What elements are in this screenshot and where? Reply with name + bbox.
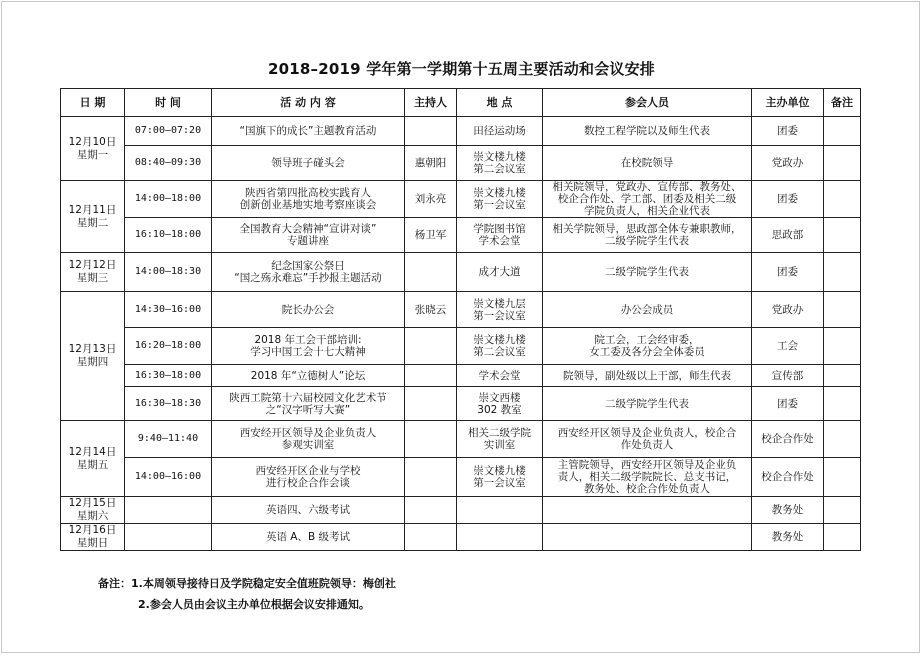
attendees-cell-line: 办公会成员 <box>620 303 674 316</box>
attendees-cell <box>543 387 752 421</box>
place-cell-line: 崇文楼九楼 <box>473 334 526 346</box>
place-cell <box>457 117 543 146</box>
attendees-cell <box>543 253 752 292</box>
place-cell-line: 实训室 <box>483 439 516 451</box>
attendees-cell-line: 院工会，工会经审委， <box>594 334 700 346</box>
activity-cell-line: 西安经开区企业与学校 <box>255 465 361 477</box>
attendees-cell <box>543 146 752 181</box>
place-cell-line: 崇文楼九楼 <box>473 465 526 477</box>
attendees-cell <box>543 524 752 551</box>
attendees-cell-line: 二级学院学生代表 <box>605 397 689 410</box>
time-cell: 16:30–18:30 <box>125 387 212 421</box>
date-cell <box>61 253 125 292</box>
attendees-cell <box>543 421 752 458</box>
attendees-cell-line: 学院负责人，相关企业代表 <box>584 205 710 217</box>
attendees-cell <box>543 218 752 253</box>
activity-cell <box>212 218 405 253</box>
activity-cell <box>212 328 405 365</box>
host-cell <box>405 497 457 524</box>
document-title: 2018–2019 学年第一学期第十五周主要活动和会议安排 <box>267 60 656 78</box>
host-cell <box>405 328 457 365</box>
note-cell <box>824 146 861 181</box>
note-cell <box>824 365 861 387</box>
weekday-label: 星期一 <box>76 148 109 161</box>
activity-cell <box>212 253 405 292</box>
host-cell <box>405 387 457 421</box>
organizer-cell: 教务处 <box>752 524 824 551</box>
time-cell: 14:30–16:00 <box>125 292 212 328</box>
attendees-cell <box>543 292 752 328</box>
place-cell <box>457 146 543 181</box>
place-cell-line: 崇文楼九层 <box>473 297 526 310</box>
date-label: 12月13日 <box>68 343 117 355</box>
header-time: 时 间 <box>125 89 212 117</box>
header-place: 地 点 <box>457 89 543 117</box>
attendees-cell-line: 责人，相关二级学院院长、总支书记， <box>557 471 737 483</box>
table-row <box>61 117 861 146</box>
time-cell: 08:40–09:30 <box>125 146 212 181</box>
attendees-cell-line: 二级学院学生代表 <box>605 266 689 278</box>
weekday-label: 星期日 <box>76 537 109 549</box>
note-cell <box>824 458 861 497</box>
footnote-2: 2.参会人员由会议主办单位根据会议安排通知。 <box>138 598 370 611</box>
header-row <box>61 89 861 117</box>
host-cell: 杨卫军 <box>405 218 457 253</box>
date-cell <box>61 292 125 421</box>
organizer-cell: 党政办 <box>752 292 824 328</box>
place-cell-line: 第一会议室 <box>473 477 526 489</box>
activity-cell-line: 英语四、六级考试 <box>266 504 350 516</box>
activity-cell-line: “国之殇永难忘”手抄报主题活动 <box>234 272 382 284</box>
table-row <box>61 524 861 551</box>
place-cell-line: 第二会议室 <box>473 163 526 175</box>
attendees-cell-line: 二级学院学生代表 <box>605 235 689 247</box>
note-cell <box>824 497 861 524</box>
attendees-cell <box>543 458 752 497</box>
host-cell: 刘永亮 <box>405 181 457 218</box>
place-cell <box>457 458 543 497</box>
attendees-cell <box>543 365 752 387</box>
organizer-cell: 团委 <box>752 387 824 421</box>
host-cell <box>405 365 457 387</box>
organizer-cell: 团委 <box>752 181 824 218</box>
attendees-cell-line: 女工委及各分会全体委员 <box>589 346 705 358</box>
organizer-cell: 党政办 <box>752 146 824 181</box>
weekday-label: 星期五 <box>76 458 109 471</box>
time-cell: 14:00–16:00 <box>125 458 212 497</box>
attendees-cell-line: 院领导，副处级以上干部，师生代表 <box>563 369 731 382</box>
attendees-cell-line: 在校院领导 <box>620 157 674 169</box>
activity-cell-line: 进行校企合作会谈 <box>266 477 350 489</box>
attendees-cell <box>543 181 752 218</box>
organizer-cell: 校企合作处 <box>752 421 824 458</box>
host-cell: 惠朝阳 <box>405 146 457 181</box>
organizer-cell: 思政部 <box>752 218 824 253</box>
note-cell <box>824 421 861 458</box>
activity-cell <box>212 421 405 458</box>
header-activity: 活 动 内 容 <box>212 89 405 117</box>
note-cell <box>824 181 861 218</box>
host-cell <box>405 117 457 146</box>
note-cell <box>824 387 861 421</box>
activity-cell-line: 院长办公会 <box>281 303 335 316</box>
attendees-cell-line: 主管院领导，西安经开区领导及企业负 <box>557 459 737 471</box>
activity-cell <box>212 146 405 181</box>
weekday-label: 星期二 <box>76 216 109 229</box>
time-cell <box>125 497 212 524</box>
place-cell <box>457 253 543 292</box>
activity-cell <box>212 497 405 524</box>
activity-cell-line: 参观实训室 <box>281 439 335 451</box>
schedule-table <box>60 88 861 551</box>
attendees-cell-line: 教务处、校企合作处负责人 <box>584 483 710 495</box>
attendees-cell-line: 数控工程学院以及师生代表 <box>584 125 710 137</box>
table-row <box>61 421 861 458</box>
activity-cell-line: 专题讲座 <box>287 235 329 247</box>
time-cell: 16:10–18:00 <box>125 218 212 253</box>
host-cell <box>405 458 457 497</box>
place-cell-line: 302 教室 <box>477 403 522 416</box>
table-row <box>61 218 861 253</box>
attendees-cell-line: 校企合作处、学工部、团委及相关二级 <box>557 193 737 205</box>
date-cell <box>61 181 125 253</box>
activity-cell <box>212 458 405 497</box>
place-cell-line: 相关二级学院 <box>468 427 531 439</box>
table-row <box>61 328 861 365</box>
table-row <box>61 181 861 218</box>
organizer-cell: 校企合作处 <box>752 458 824 497</box>
activity-cell <box>212 365 405 387</box>
activity-cell-line: 全国教育大会精神“宣讲对谈” <box>239 223 377 235</box>
table-row <box>61 387 861 421</box>
place-cell <box>457 497 543 524</box>
weekday-label: 星期三 <box>76 272 109 284</box>
place-cell-line: 第一会议室 <box>473 309 526 322</box>
date-cell <box>61 497 125 524</box>
date-label: 12月15日 <box>68 497 117 509</box>
place-cell <box>457 421 543 458</box>
date-cell <box>61 524 125 551</box>
attendees-cell-line: 相关院领导，党政办、宣传部、教务处、 <box>552 181 742 193</box>
weekday-label: 星期四 <box>76 356 109 368</box>
date-label: 12月14日 <box>68 445 117 458</box>
weekday-label: 星期六 <box>76 510 109 522</box>
table-row <box>61 253 861 292</box>
table-row <box>61 292 861 328</box>
place-cell-line: 崇文楼九楼 <box>473 151 526 163</box>
attendees-cell-line: 西安经开区领导及企业负责人，校企合 <box>557 427 737 439</box>
date-label: 12月11日 <box>68 203 117 216</box>
host-cell: 张晓云 <box>405 292 457 328</box>
header-attendees: 参会人员 <box>543 89 752 117</box>
organizer-cell: 宣传部 <box>752 365 824 387</box>
activity-cell-line: 英语 A、B 级考试 <box>265 531 351 543</box>
activity-cell-line: 2018 年“立德树人”论坛 <box>250 369 366 382</box>
time-cell: 07:00–07:20 <box>125 117 212 146</box>
note-cell <box>824 117 861 146</box>
place-cell <box>457 218 543 253</box>
activity-cell-line: “国旗下的成长”主题教育活动 <box>239 125 377 137</box>
attendees-cell-line: 相关学院领导，思政部全体专兼职教师， <box>552 223 742 235</box>
place-cell <box>457 365 543 387</box>
activity-cell-line: 领导班子碰头会 <box>271 157 345 169</box>
date-label: 12月10日 <box>68 135 117 148</box>
organizer-cell: 工会 <box>752 328 824 365</box>
activity-cell <box>212 117 405 146</box>
place-cell-line: 成才大道 <box>478 266 521 278</box>
attendees-cell <box>543 117 752 146</box>
place-cell-line: 学术会堂 <box>478 369 521 382</box>
header-date: 日 期 <box>61 89 125 117</box>
place-cell <box>457 387 543 421</box>
time-cell: 14:00–18:30 <box>125 253 212 292</box>
header-organizer: 主办单位 <box>752 89 824 117</box>
time-cell <box>125 524 212 551</box>
time-cell: 16:30–18:00 <box>125 365 212 387</box>
place-cell-line: 学院图书馆 <box>473 223 526 235</box>
attendees-cell <box>543 328 752 365</box>
note-cell <box>824 253 861 292</box>
activity-cell-line: 纪念国家公祭日 <box>271 260 345 272</box>
attendees-cell <box>543 497 752 524</box>
organizer-cell: 团委 <box>752 117 824 146</box>
note-cell <box>824 292 861 328</box>
activity-cell-line: 2018 年工会干部培训: <box>254 334 362 346</box>
activity-cell <box>212 292 405 328</box>
header-note: 备注 <box>824 89 861 117</box>
place-cell-line: 第一会议室 <box>473 199 526 211</box>
footnotes <box>98 573 396 615</box>
activity-cell <box>212 181 405 218</box>
time-cell: 9:40–11:40 <box>125 421 212 458</box>
table-row <box>61 458 861 497</box>
footnote-1: 备注：1.本周领导接待日及学院稳定安全值班院领导：梅创社 <box>98 577 396 590</box>
place-cell <box>457 292 543 328</box>
place-cell <box>457 181 543 218</box>
activity-cell-line: 西安经开区领导及企业负责人 <box>239 427 377 439</box>
activity-cell <box>212 387 405 421</box>
date-label: 12月16日 <box>68 524 117 536</box>
host-cell <box>405 253 457 292</box>
place-cell-line: 崇文楼九楼 <box>473 187 526 199</box>
note-cell <box>824 328 861 365</box>
activity-cell-line: 之“汉字听写大赛” <box>265 403 351 416</box>
host-cell <box>405 421 457 458</box>
activity-cell-line: 陕西省第四批高校实践育人 <box>245 187 371 199</box>
place-cell-line: 学术会堂 <box>478 235 521 247</box>
host-cell <box>405 524 457 551</box>
header-host: 主持人 <box>405 89 457 117</box>
note-cell <box>824 218 861 253</box>
date-label: 12月12日 <box>68 259 117 271</box>
place-cell-line: 第二会议室 <box>473 346 526 358</box>
place-cell <box>457 328 543 365</box>
activity-cell <box>212 524 405 551</box>
table-row <box>61 497 861 524</box>
table-row <box>61 146 861 181</box>
place-cell-line: 崇文西楼 <box>478 391 521 404</box>
note-cell <box>824 524 861 551</box>
date-cell <box>61 117 125 181</box>
date-cell <box>61 421 125 497</box>
place-cell <box>457 524 543 551</box>
activity-cell-line: 创新创业基地实地考察座谈会 <box>239 199 377 211</box>
time-cell: 16:20–18:00 <box>125 328 212 365</box>
time-cell: 14:00–18:00 <box>125 181 212 218</box>
organizer-cell: 教务处 <box>752 497 824 524</box>
activity-cell-line: 学习中国工会十七大精神 <box>250 346 366 358</box>
table-row <box>61 365 861 387</box>
organizer-cell: 团委 <box>752 253 824 292</box>
attendees-cell-line: 作处负责人 <box>620 439 674 451</box>
place-cell-line: 田径运动场 <box>473 125 526 137</box>
activity-cell-line: 陕西工院第十六届校园文化艺术节 <box>229 391 387 404</box>
